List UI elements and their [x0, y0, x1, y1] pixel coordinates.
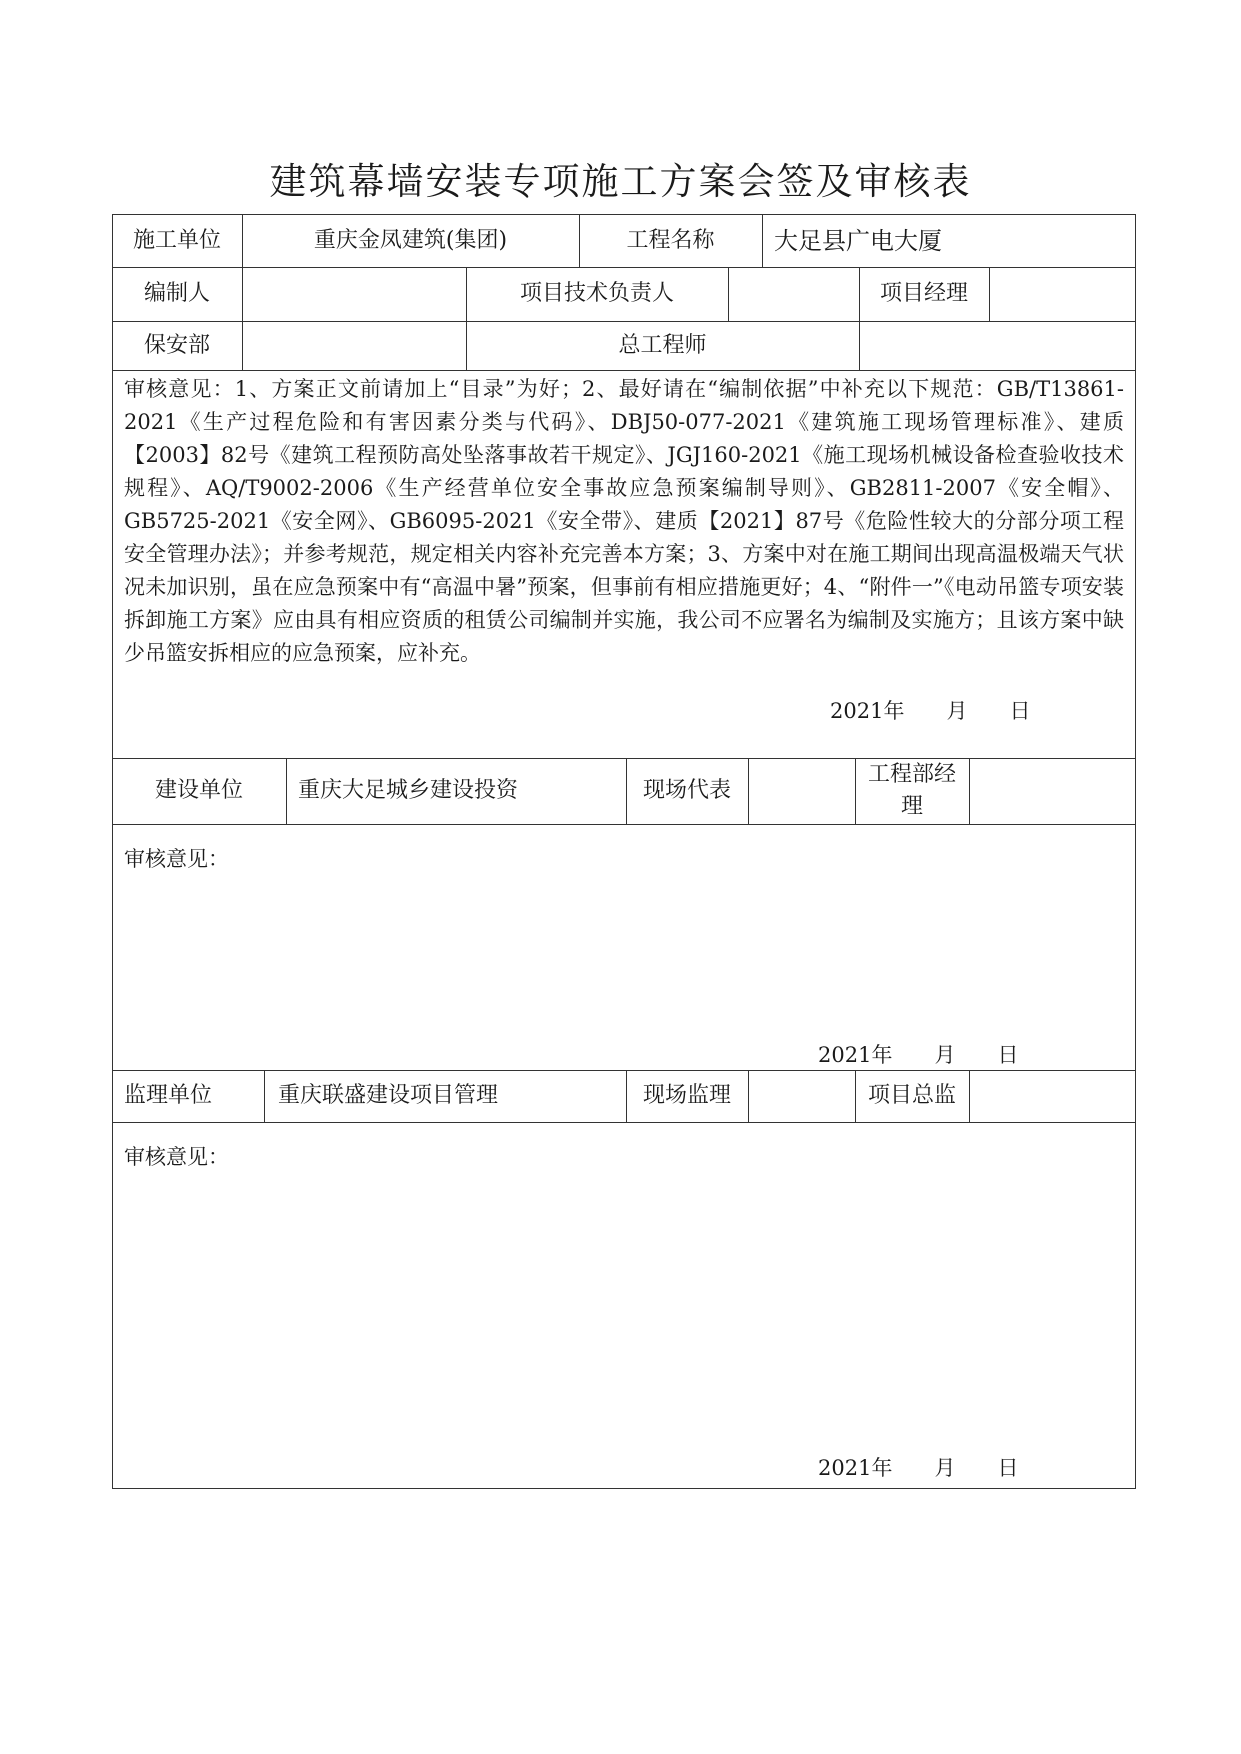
chief-engineer-value[interactable] [859, 321, 1136, 370]
row-divider [112, 1122, 1136, 1123]
chief-supervisor-value[interactable] [969, 1070, 1136, 1122]
project-name-label: 工程名称 [626, 227, 715, 253]
row-divider [112, 370, 1136, 371]
project-name-value: 大足县广电大厦 [774, 226, 942, 255]
project-manager-value[interactable] [989, 267, 1136, 321]
compiler-value[interactable] [242, 267, 466, 321]
site-rep-label: 现场代表 [642, 778, 731, 803]
owner-value: 重庆大足城乡建设投资 [298, 778, 519, 803]
chief-engineer-label: 总工程师 [618, 332, 707, 358]
compiler-label: 编制人 [143, 281, 210, 306]
row-divider [112, 824, 1136, 825]
site-supervisor-label: 现场监理 [642, 1083, 731, 1108]
review-opinion-owner-label: 审核意见： [124, 847, 229, 871]
owner-label: 建设单位 [154, 778, 243, 803]
review-date-supervisor: 2021年 月 日 [818, 1456, 1019, 1480]
tech-lead-label: 项目技术负责人 [519, 281, 674, 306]
supervisor-value: 重庆联盛建设项目管理 [278, 1083, 499, 1108]
eng-manager-value[interactable] [969, 758, 1136, 824]
chief-supervisor-label: 项目总监 [867, 1083, 956, 1108]
site-supervisor-value[interactable] [748, 1070, 855, 1122]
review-date-owner: 2021年 月 日 [818, 1043, 1019, 1067]
review-opinion-construction: 审核意见：1、方案正文前请加上“目录”为好；2、最好请在“编制依据”中补充以下规范：GB/T13861-2021《生产过程危险和有害因素分类与代码》、DBJ50-077-2021《建筑施工现场管理标准》、建质【2003】82号《建筑工程预防高处坠落事故若干规定》、JGJ160-2021《施工现场机械设备检查验收技术规程》、AQ/T9002-2006《生产经营单位安全事故应急预案编制导则》、GB2811-2007《安全帽》、GB5725-2021《安全网》、GB6095-2021《安全带》、建质【2021】87号《危险性较大的分部分项工程安全管理办法》；并参考规范，规定相关内容补充完善本方案；3、方案中对在施工期间出现高温极端天气状况未加识别，虽在应急预案中有“高温中暑”预案，但事前有相应措施更好；4、“附件一”《电动吊篮专项安装拆卸施工方案》应由具有相应资质的租赁公司编制并实施，我公司不应署名为编制及实施方；且该方案中缺少吊篮安拆相应的应急预案，应补充。 [124, 377, 1124, 665]
form-title: 建筑幕墙安装专项施工方案会签及审核表 [269, 160, 972, 203]
project-manager-label: 项目经理 [879, 281, 968, 306]
safety-dept-value[interactable] [242, 321, 466, 370]
supervisor-label: 监理单位 [124, 1083, 213, 1108]
tech-lead-value[interactable] [728, 267, 859, 321]
construction-unit-value: 重庆金凤建筑(集团) [313, 227, 508, 253]
construction-unit-label: 施工单位 [132, 227, 221, 253]
site-rep-value[interactable] [748, 758, 855, 824]
review-opinion-supervisor-label: 审核意见： [124, 1145, 229, 1169]
eng-manager-label: 工程部经理 [867, 762, 956, 819]
review-date-construction: 2021年 月 日 [830, 699, 1031, 723]
safety-dept-label: 保安部 [143, 332, 210, 358]
